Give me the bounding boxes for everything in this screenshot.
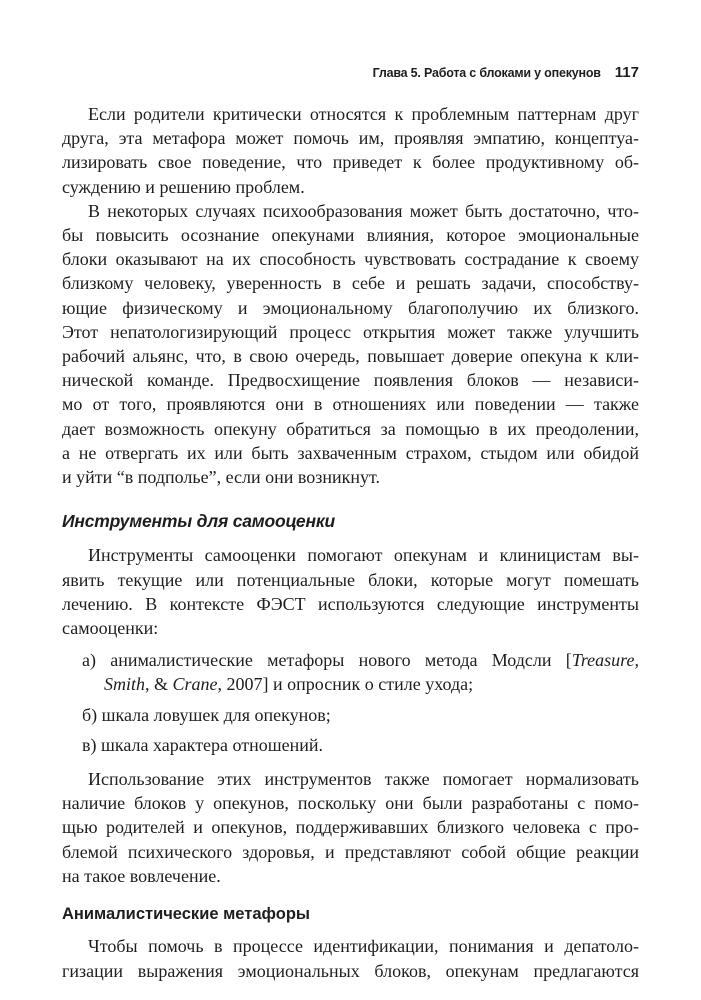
citation-author: Crane [172,674,218,695]
text-line: лечению. В контексте ФЭСТ используются следующие инструменты [62,593,639,614]
list-text: , & [145,674,173,695]
text-line: гизации выражения эмоциональных блоков, опекунам предлагаются [62,960,639,981]
paragraph-1 [62,102,639,199]
text-line: б) шкала ловушек для опекунов; [82,704,331,725]
text-line: Если родители критически относятся к проблемным паттернам друг [88,104,639,124]
text-line: в) шкала характера отношений. [82,734,324,755]
list-text: , 2007] и опросник о стиле ухода; [217,674,474,695]
text-line [62,672,639,696]
text-line: а не отвергать их или быть захваченным страхом, стыдом или обидой [62,442,639,463]
text-line: нической команде. Предвосхищение появления блоков — независи- [62,370,639,391]
text-line: бы повысить осознание опекунами влияния, которое эмоциональные [62,225,639,246]
text-line: В некоторых случаях психообразования может быть достаточно, что- [88,200,639,221]
text-line: Инструменты самооценки помогают опекунам и клиницистам вы- [88,545,639,566]
paragraph-2 [62,199,639,489]
text-line: блоки оказывают на их способность чувствовать сострадание к своему [62,249,639,270]
text-line: Этот непатологизирующий процесс открытия может также улучшить [62,321,639,342]
section-heading: Инструменты для самооценки [62,511,335,532]
paragraph-5 [62,934,639,982]
self-assessment-list [62,648,639,757]
text-line [62,648,639,672]
citation-author: Treasure, [571,650,639,671]
text-line: Использование этих инструментов также помогает нормализовать [88,769,639,790]
text-line: лизировать свое поведение, что приведет к более продуктивному об- [62,152,639,173]
text-line: блемой психического здоровья, и представляют собой общие реакции [62,841,639,862]
subsection-heading: Анималистические метафоры [62,905,310,924]
page-body [62,102,639,983]
text-line: наличие блоков у опекунов, поскольку они были разработаны с помо- [62,793,639,814]
paragraph-3 [62,543,639,640]
text-line: близкому человеку, уверенность в себе и решать задачи, способству- [62,273,639,294]
list-item-b [62,703,639,727]
citation-author: Smith [104,674,146,695]
list-item-c [62,733,639,757]
text-line: ющие физическому и эмоциональному благополучию их близкого. [62,297,639,318]
running-head [62,64,639,81]
text-line: дает возможность опекуну обратиться за помощью в их преодолении, [62,418,639,439]
list-item-a [62,648,639,696]
text-line: на такое вовлечение. [62,865,221,886]
text-line: друга, эта метафора может помочь им, проявляя эмпатию, концептуа- [62,128,639,149]
text-line: щью родителей и опекунов, поддерживавших близкого человека с про- [62,817,639,838]
paragraph-4 [62,767,639,888]
text-line: и уйти “в подполье”, если они возникнут. [62,467,381,488]
text-line: самооценки: [62,618,159,639]
list-text: а) анималистические метафоры нового метода Модсли [ [82,650,572,671]
text-line: рабочий альянс, что, в свою очередь, повышает доверие опекуна к кли- [62,346,639,367]
text-line: мо от того, проявляются они в отношениях или поведении — также [62,394,639,415]
text-line: Чтобы помочь в процессе идентификации, понимания и депатоло- [88,936,639,957]
page-number: 117 [614,64,639,81]
text-line: явить текущие или потенциальные блоки, которые могут помешать [62,569,639,590]
text-line: суждению и решению проблем. [62,176,305,197]
chapter-title: Глава 5. Работа с блоками у опекунов [372,66,601,80]
